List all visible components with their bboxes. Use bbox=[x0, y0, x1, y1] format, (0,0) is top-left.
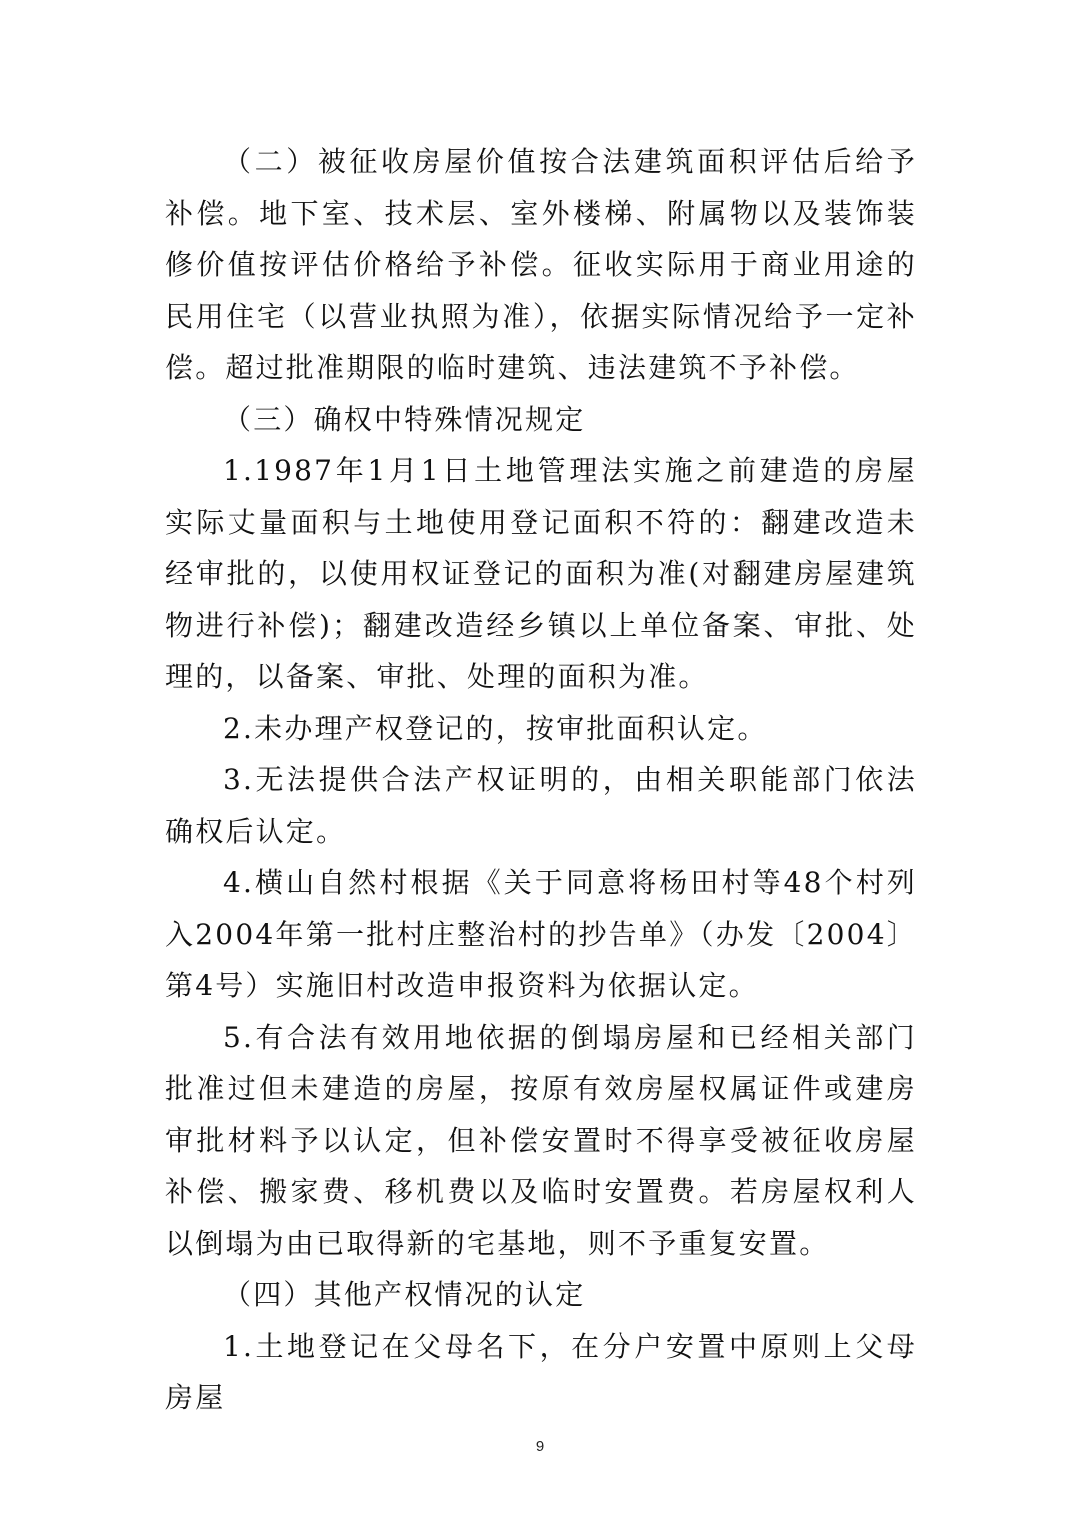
document-body bbox=[165, 136, 917, 1424]
paragraph-rule-4: 4.横山自然村根据《关于同意将杨田村等48个村列入2004年第一批村庄整治村的抄告单》（办发〔2004〕第4号）实施旧村改造申报资料为依据认定。 bbox=[165, 866, 917, 1002]
heading-special-cases: （三）确权中特殊情况规定 bbox=[223, 402, 586, 436]
paragraph-compensation-value: （二）被征收房屋价值按合法建筑面积评估后给予补偿。地下室、技术层、室外楼梯、附属物以及装饰装修价值按评估价格给予补偿。征收实际用于商业用途的民用住宅（以营业执照为准），依据实际情况给予一定补偿。超过批准期限的临时建筑、违法建筑不予补偿。 bbox=[165, 145, 917, 384]
heading-other-property-rights: （四）其他产权情况的认定 bbox=[223, 1278, 586, 1311]
paragraph-rule-3: 3.无法提供合法产权证明的，由相关职能部门依法确权后认定。 bbox=[165, 763, 917, 848]
paragraph-rule-2: 2.未办理产权登记的，按审批面积认定。 bbox=[223, 711, 768, 745]
page-number: 9 bbox=[535, 1438, 545, 1455]
paragraph-rule-5: 5.有合法有效用地依据的倒塌房屋和已经相关部门批准过但未建造的房屋，按原有效房屋权属证件或建房审批材料予以认定，但补偿安置时不得享受被征收房屋补偿、搬家费、移机费以及临时安置费。若房屋权利人以倒塌为由已取得新的宅基地，则不予重复安置。 bbox=[165, 1020, 917, 1260]
paragraph-rule-1: 1.1987年1月1日土地管理法实施之前建造的房屋实际丈量面积与土地使用登记面积不符的：翻建改造未经审批的，以使用权证登记的面积为准(对翻建房屋建筑物进行补偿)；翻建改造经乡镇以上单位备案、审批、处理的，以备案、审批、处理的面积为准。 bbox=[165, 454, 917, 693]
paragraph-other-rule-1: 1.土地登记在父母名下，在分户安置中原则上父母房屋 bbox=[165, 1329, 917, 1414]
